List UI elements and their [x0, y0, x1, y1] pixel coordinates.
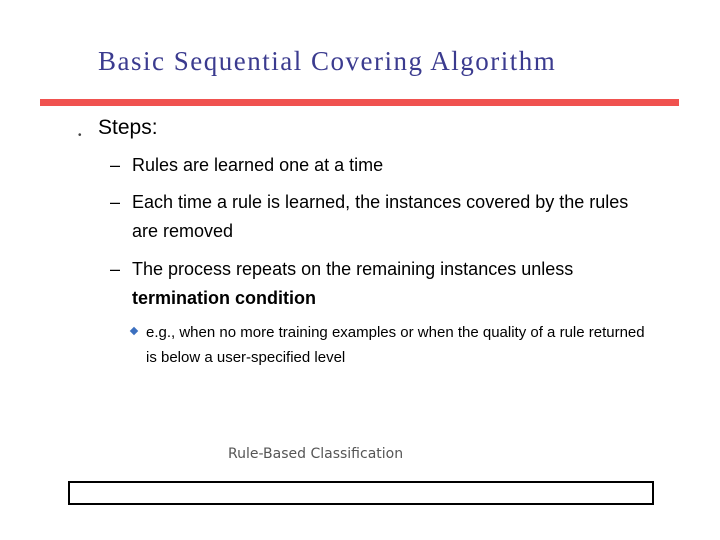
- list-item-text: [132, 255, 650, 313]
- dash-icon: –: [110, 155, 121, 175]
- dash-icon: –: [110, 259, 121, 279]
- list-item-text: Rules are learned one at a time: [132, 155, 384, 175]
- list-item: [110, 151, 670, 180]
- title-divider: [40, 99, 679, 106]
- list-item: [110, 255, 650, 313]
- slide-title: Basic Sequential Covering Algorithm: [98, 46, 557, 76]
- dash-icon: –: [110, 192, 121, 212]
- bullet-icon: •: [78, 130, 82, 141]
- list-item: [110, 188, 650, 246]
- steps-label: Steps:: [98, 116, 158, 139]
- slide-footer: Rule-Based Classification: [228, 446, 404, 462]
- footer-box: [68, 481, 654, 505]
- list-item-text-plain: The process repeats on the remaining instances unless: [132, 259, 574, 279]
- list-item-text: Each time a rule is learned, the instances covered by the rules are removed: [132, 192, 629, 241]
- list-item-text-bold: termination condition: [132, 288, 316, 308]
- sub-list-item-text: e.g., when no more training examples or when the quality of a rule returned is below a user-specified level: [146, 324, 645, 366]
- diamond-bullet-icon: [130, 327, 138, 335]
